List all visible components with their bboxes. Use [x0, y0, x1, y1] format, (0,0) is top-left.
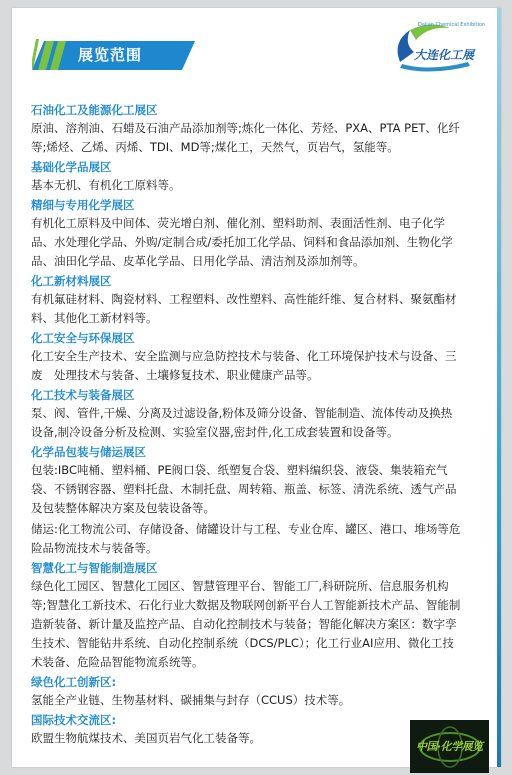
section-line: 品、水处理化学品、外购/定制合成/委托加工化学品、饲料和食品添加剂、生物化学	[31, 235, 453, 249]
section-line: 险品物流技术与装备等。	[31, 541, 158, 555]
section-banner	[32, 39, 195, 70]
banner-title: 展览范围	[78, 46, 143, 64]
section-line: 有机氟硅材料、陶瓷材料、工程塑料、改性塑料、高性能纤维、复合材料、聚氨酯材	[31, 292, 457, 306]
section-line: 包装:IBC吨桶、塑料桶、PE阀口袋、纸塑复合袋、塑料编织袋、液袋、集装箱充气	[31, 463, 448, 477]
section-fine-chem	[31, 196, 489, 271]
section-line: 废 处理技术与装备、土壤修复技术、职业健康产品等。	[31, 368, 319, 382]
section-line: 及包装整体解决方案及包装设备等。	[31, 501, 215, 515]
section-smart-chem	[31, 559, 489, 672]
logo-name: 大连化工展	[414, 48, 475, 62]
section-basic-chem	[31, 158, 489, 195]
section-line: 等;智慧化工新技术、石化行业大数据及物联网创新平台人工智能新技术产品、智能制	[31, 598, 461, 612]
section-line: 有机化工原料及中间体、荧光增白剂、催化剂、塑料助剂、表面活性剂、电子化学	[31, 216, 445, 230]
section-title: 国际技术交流区:	[31, 713, 117, 727]
section-title: 绿色化工创新区:	[31, 675, 117, 689]
section-line: 基本无机、有机化工原料等。	[31, 178, 181, 192]
section-line: 欧盟生物航煤技术、美国页岩气化工装备等。	[31, 731, 261, 745]
scope-content	[31, 100, 489, 748]
section-title: 精细与专用化学展区	[31, 198, 135, 212]
logo-subtitle: Dalian Chemical Exhibition	[418, 22, 486, 28]
section-line: 储运:化工物流公司、存储设备、储罐设计与工程、专业仓库、罐区、港口、堆场等危	[31, 522, 461, 536]
section-line: 氢能全产业链、生物基材料、碳捕集与封存（CCUS）技术等。	[31, 693, 351, 707]
corner-watermark-text: 中国·化学展览	[416, 740, 483, 753]
exhibition-scope-page	[12, 8, 501, 767]
dalian-chem-logo	[390, 22, 486, 72]
section-title: 基础化学品展区	[31, 160, 112, 174]
section-petrochem	[31, 101, 489, 157]
section-line: 原油、溶剂油、石蜡及石油产品添加剂等;炼化一体化、芳烃、PXA、PTA PET、化纤	[31, 121, 460, 135]
section-tech-equipment	[31, 386, 489, 442]
section-line: 袋、不锈钢容器、塑料托盘、木制托盘、周转箱、瓶盖、标签、清洗系统、透气产品	[31, 482, 457, 496]
section-line: 品、油田化学品、皮革化学品、日用化学品、清洁剂及添加剂等。	[31, 254, 365, 268]
section-line: 设备,制冷设备分析及检测、实验室仪器,密封件,化工成套装置和设备等。	[31, 425, 399, 439]
section-line: 料、其他化工新材料等。	[31, 311, 158, 325]
section-title: 化工新材料展区	[31, 274, 112, 288]
section-title: 化学品包装与储运展区	[31, 445, 146, 459]
section-packaging-logistics	[31, 443, 489, 558]
section-line: 等;烯烃、乙烯、丙烯、TDI、MD等;煤化工，天然气，页岩气，氢能等。	[31, 140, 399, 154]
section-line: 术装备、危险品智能物流系统等。	[31, 655, 204, 669]
section-title: 石油化工及能源化工展区	[31, 103, 158, 117]
section-line: 化工安全生产技术、安全监测与应急防控技术与装备、化工环境保护技术与设备、三	[31, 349, 457, 363]
section-line: 泵、阀、管件,干燥、分离及过滤设备,粉体及筛分设备、智能制造、流体传动及换热	[31, 406, 453, 420]
section-green-innovation	[31, 673, 489, 710]
section-new-materials	[31, 272, 489, 328]
section-title: 化工安全与环保展区	[31, 331, 135, 345]
section-line: 生技术、智能钻井系统、自动化控制系统（DCS/PLC）；化工行业AI应用、微化工技	[31, 636, 454, 650]
section-line: 造新装备、新计量及监控产品、自动化控制技术与装备；智能化解决方案区：数字孪	[31, 617, 457, 631]
section-title: 智慧化工与智能制造展区	[31, 561, 158, 575]
section-safety-env	[31, 329, 489, 385]
section-title: 化工技术与装备展区	[31, 388, 135, 402]
section-line: 绿色化工园区、智慧化工园区、智慧管理平台、智能工厂,科研院所、信息服务机构	[31, 579, 449, 593]
corner-watermark	[410, 720, 489, 773]
